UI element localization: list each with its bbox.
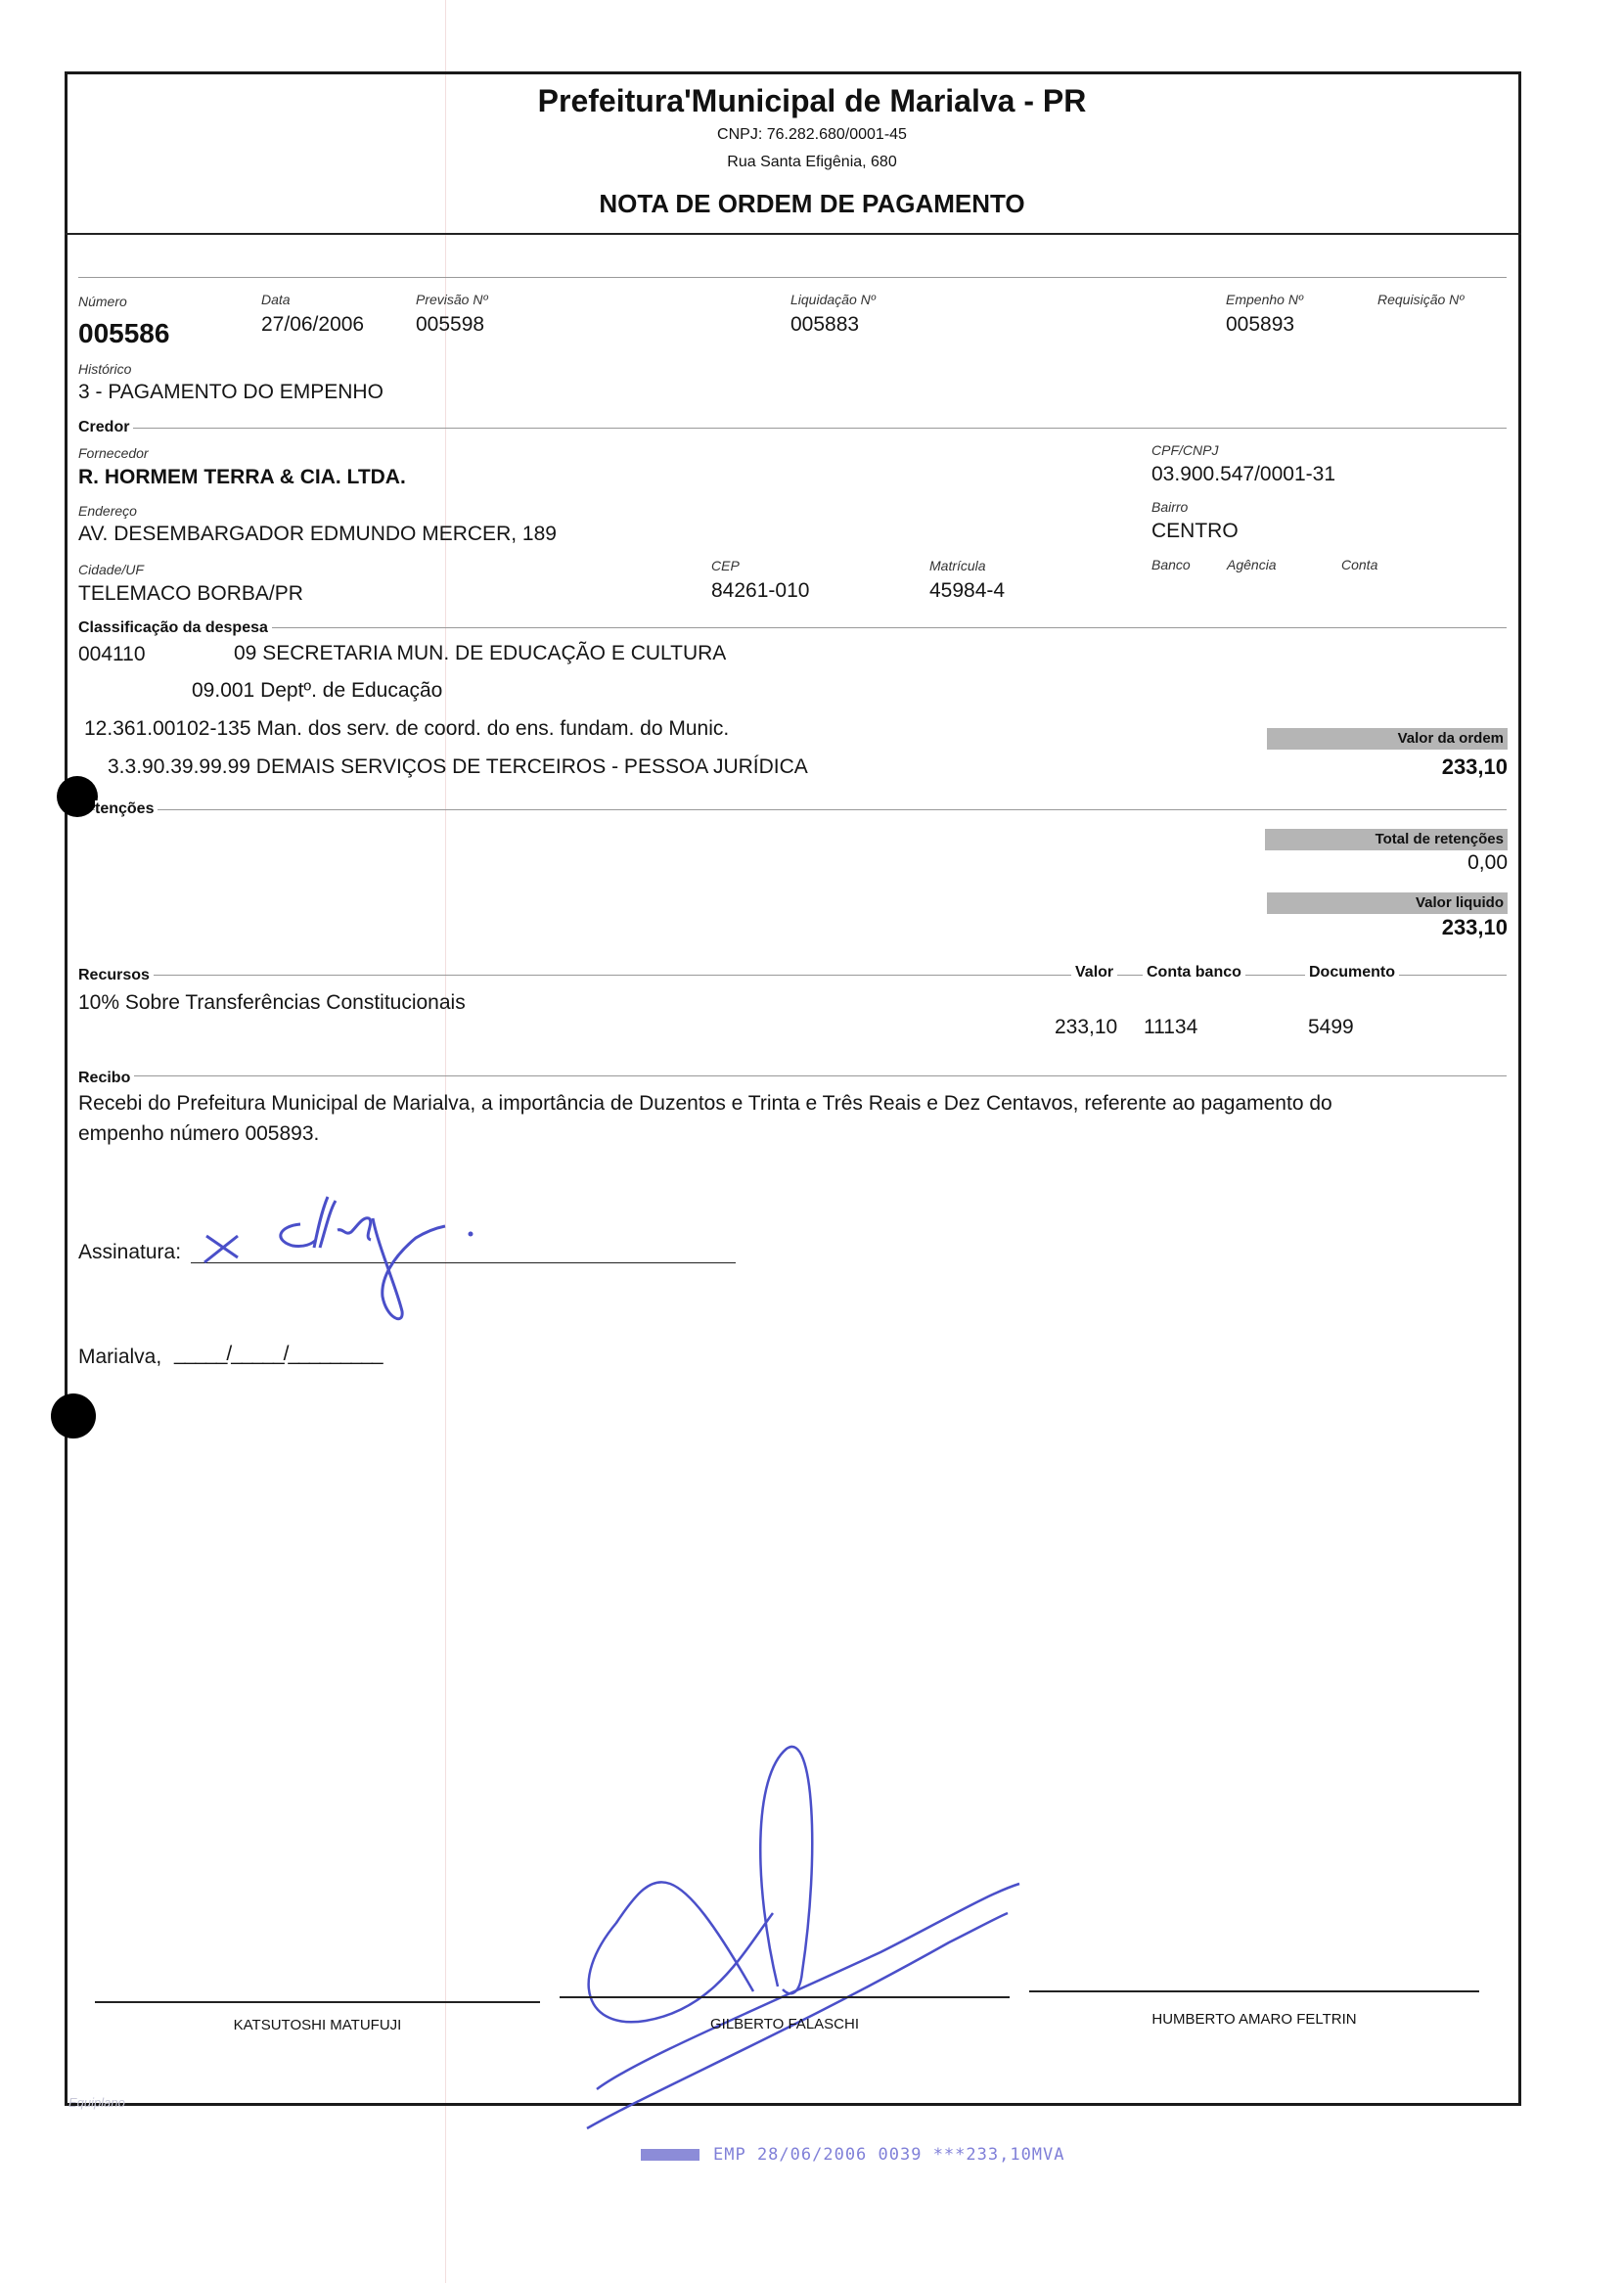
recursos-documento: 5499 [1308,1016,1354,1038]
bairro-value: CENTRO [1151,520,1239,542]
recursos-valor: 233,10 [1055,1016,1118,1038]
label-matricula: Matrícula [929,558,986,573]
label-banco: Banco [1151,557,1191,572]
document-title: NOTA DE ORDEM DE PAGAMENTO [599,189,1025,218]
classificacao-elemento: 3.3.90.39.99.99 DEMAIS SERVIÇOS DE TERCEIROS - PESSOA JURÍDICA [108,755,808,778]
valor-ordem-bar: Valor da ordem [1267,728,1508,750]
label-requisicao: Requisição Nº [1377,292,1465,307]
label-cep: CEP [711,558,740,573]
classificacao-rule [78,627,1507,628]
recursos-conta-banco: 11134 [1144,1016,1198,1038]
valor-ordem-value: 233,10 [1441,754,1508,779]
recursos-rule [78,975,1507,976]
total-retencoes-bar: Total de retenções [1265,829,1508,850]
top-rule [78,277,1507,278]
section-recursos: Recursos [78,967,154,984]
date-blank: _____/_____/_________ [174,1343,383,1365]
header-divider [65,233,1521,235]
stamp-text: EMP 28/06/2006 0039 ***233,10MVA [713,2145,1065,2165]
matricula-value: 45984-4 [929,579,1006,602]
label-numero: Número [78,294,127,309]
header-documento: Documento [1305,964,1399,982]
label-agencia: Agência [1227,557,1277,572]
valor-liquido-bar: Valor liquido [1267,892,1508,914]
binder-hole-mark-2 [51,1393,96,1438]
label-fornecedor: Fornecedor [78,445,149,461]
historico-value: 3 - PAGAMENTO DO EMPENHO [78,381,383,403]
cidade-uf-value: TELEMACO BORBA/PR [78,582,303,605]
signatory-1: KATSUTOSHI MATUFUJI [233,2017,402,2033]
endereco-value: AV. DESEMBARGADOR EDMUNDO MERCER, 189 [78,523,557,545]
binder-hole-mark [57,776,98,817]
software-watermark: Equiplano [68,2095,125,2110]
label-liquidacao: Liquidação Nº [790,292,876,307]
section-classificacao: Classificação da despesa [78,619,272,637]
signature-line-2 [560,1996,1010,1998]
cpf-cnpj-value: 03.900.547/0001-31 [1151,463,1336,485]
liquidacao-value: 005883 [790,313,860,336]
recursos-descricao: 10% Sobre Transferências Constitucionais [78,991,466,1014]
numero-value: 005586 [78,318,170,348]
cnpj-line: CNPJ: 76.282.680/0001-45 [717,126,907,143]
signatory-3: HUMBERTO AMARO FELTRIN [1151,2011,1357,2028]
signature-line-3 [1029,1990,1479,1992]
assinatura-label: Assinatura: [78,1241,182,1263]
section-credor: Credor [78,419,133,436]
header-conta-banco: Conta banco [1143,964,1245,982]
header-valor: Valor [1071,964,1117,982]
credor-rule [78,428,1507,429]
label-cpf-cnpj: CPF/CNPJ [1151,442,1219,458]
recibo-text-line2: empenho número 005893. [78,1122,320,1145]
label-conta: Conta [1341,557,1378,572]
label-previsao: Previsão Nº [416,292,488,307]
recipient-signature [191,1189,504,1336]
classificacao-secretaria: 09 SECRETARIA MUN. DE EDUCAÇÃO E CULTURA [234,642,727,664]
classificacao-code: 004110 [78,643,146,665]
retencoes-rule [78,809,1507,810]
payment-stamp [641,2145,1065,2165]
label-empenho: Empenho Nº [1226,292,1304,307]
recibo-text-line1: Recebi do Prefeitura Municipal de Marialva, a importância de Duzentos e Trinta e Três Reais e Dez Centavos, referente ao pagamento do [78,1092,1332,1115]
label-bairro: Bairro [1151,499,1189,515]
label-historico: Histórico [78,361,132,377]
label-cidade-uf: Cidade/UF [78,562,144,577]
stamp-logo-icon [641,2149,699,2161]
signature-line-1 [95,2001,540,2003]
classificacao-departamento: 09.001 Deptº. de Educação [192,679,443,702]
address-line: Rua Santa Efigênia, 680 [727,154,897,170]
empenho-value: 005893 [1226,313,1295,336]
fornecedor-value: R. HORMEM TERRA & CIA. LTDA. [78,466,406,488]
classificacao-programa: 12.361.00102-135 Man. dos serv. de coord. do ens. fundam. do Munic. [84,717,730,740]
section-retencoes: tenções [95,800,158,818]
authority-signature [558,1737,1027,2138]
section-recibo: Recibo [78,1070,134,1087]
page-title: Prefeitura'Municipal de Marialva - PR [537,83,1087,118]
total-retencoes-value: 0,00 [1467,851,1508,874]
label-endereco: Endereço [78,503,137,519]
signatory-2: GILBERTO FALASCHI [710,2016,859,2032]
data-value: 27/06/2006 [261,313,365,336]
valor-liquido-value: 233,10 [1441,915,1508,939]
label-data: Data [261,292,291,307]
cep-value: 84261-010 [711,579,810,602]
marialva-date-label: Marialva, [78,1346,162,1368]
previsao-value: 005598 [416,313,485,336]
recibo-rule [78,1075,1507,1076]
